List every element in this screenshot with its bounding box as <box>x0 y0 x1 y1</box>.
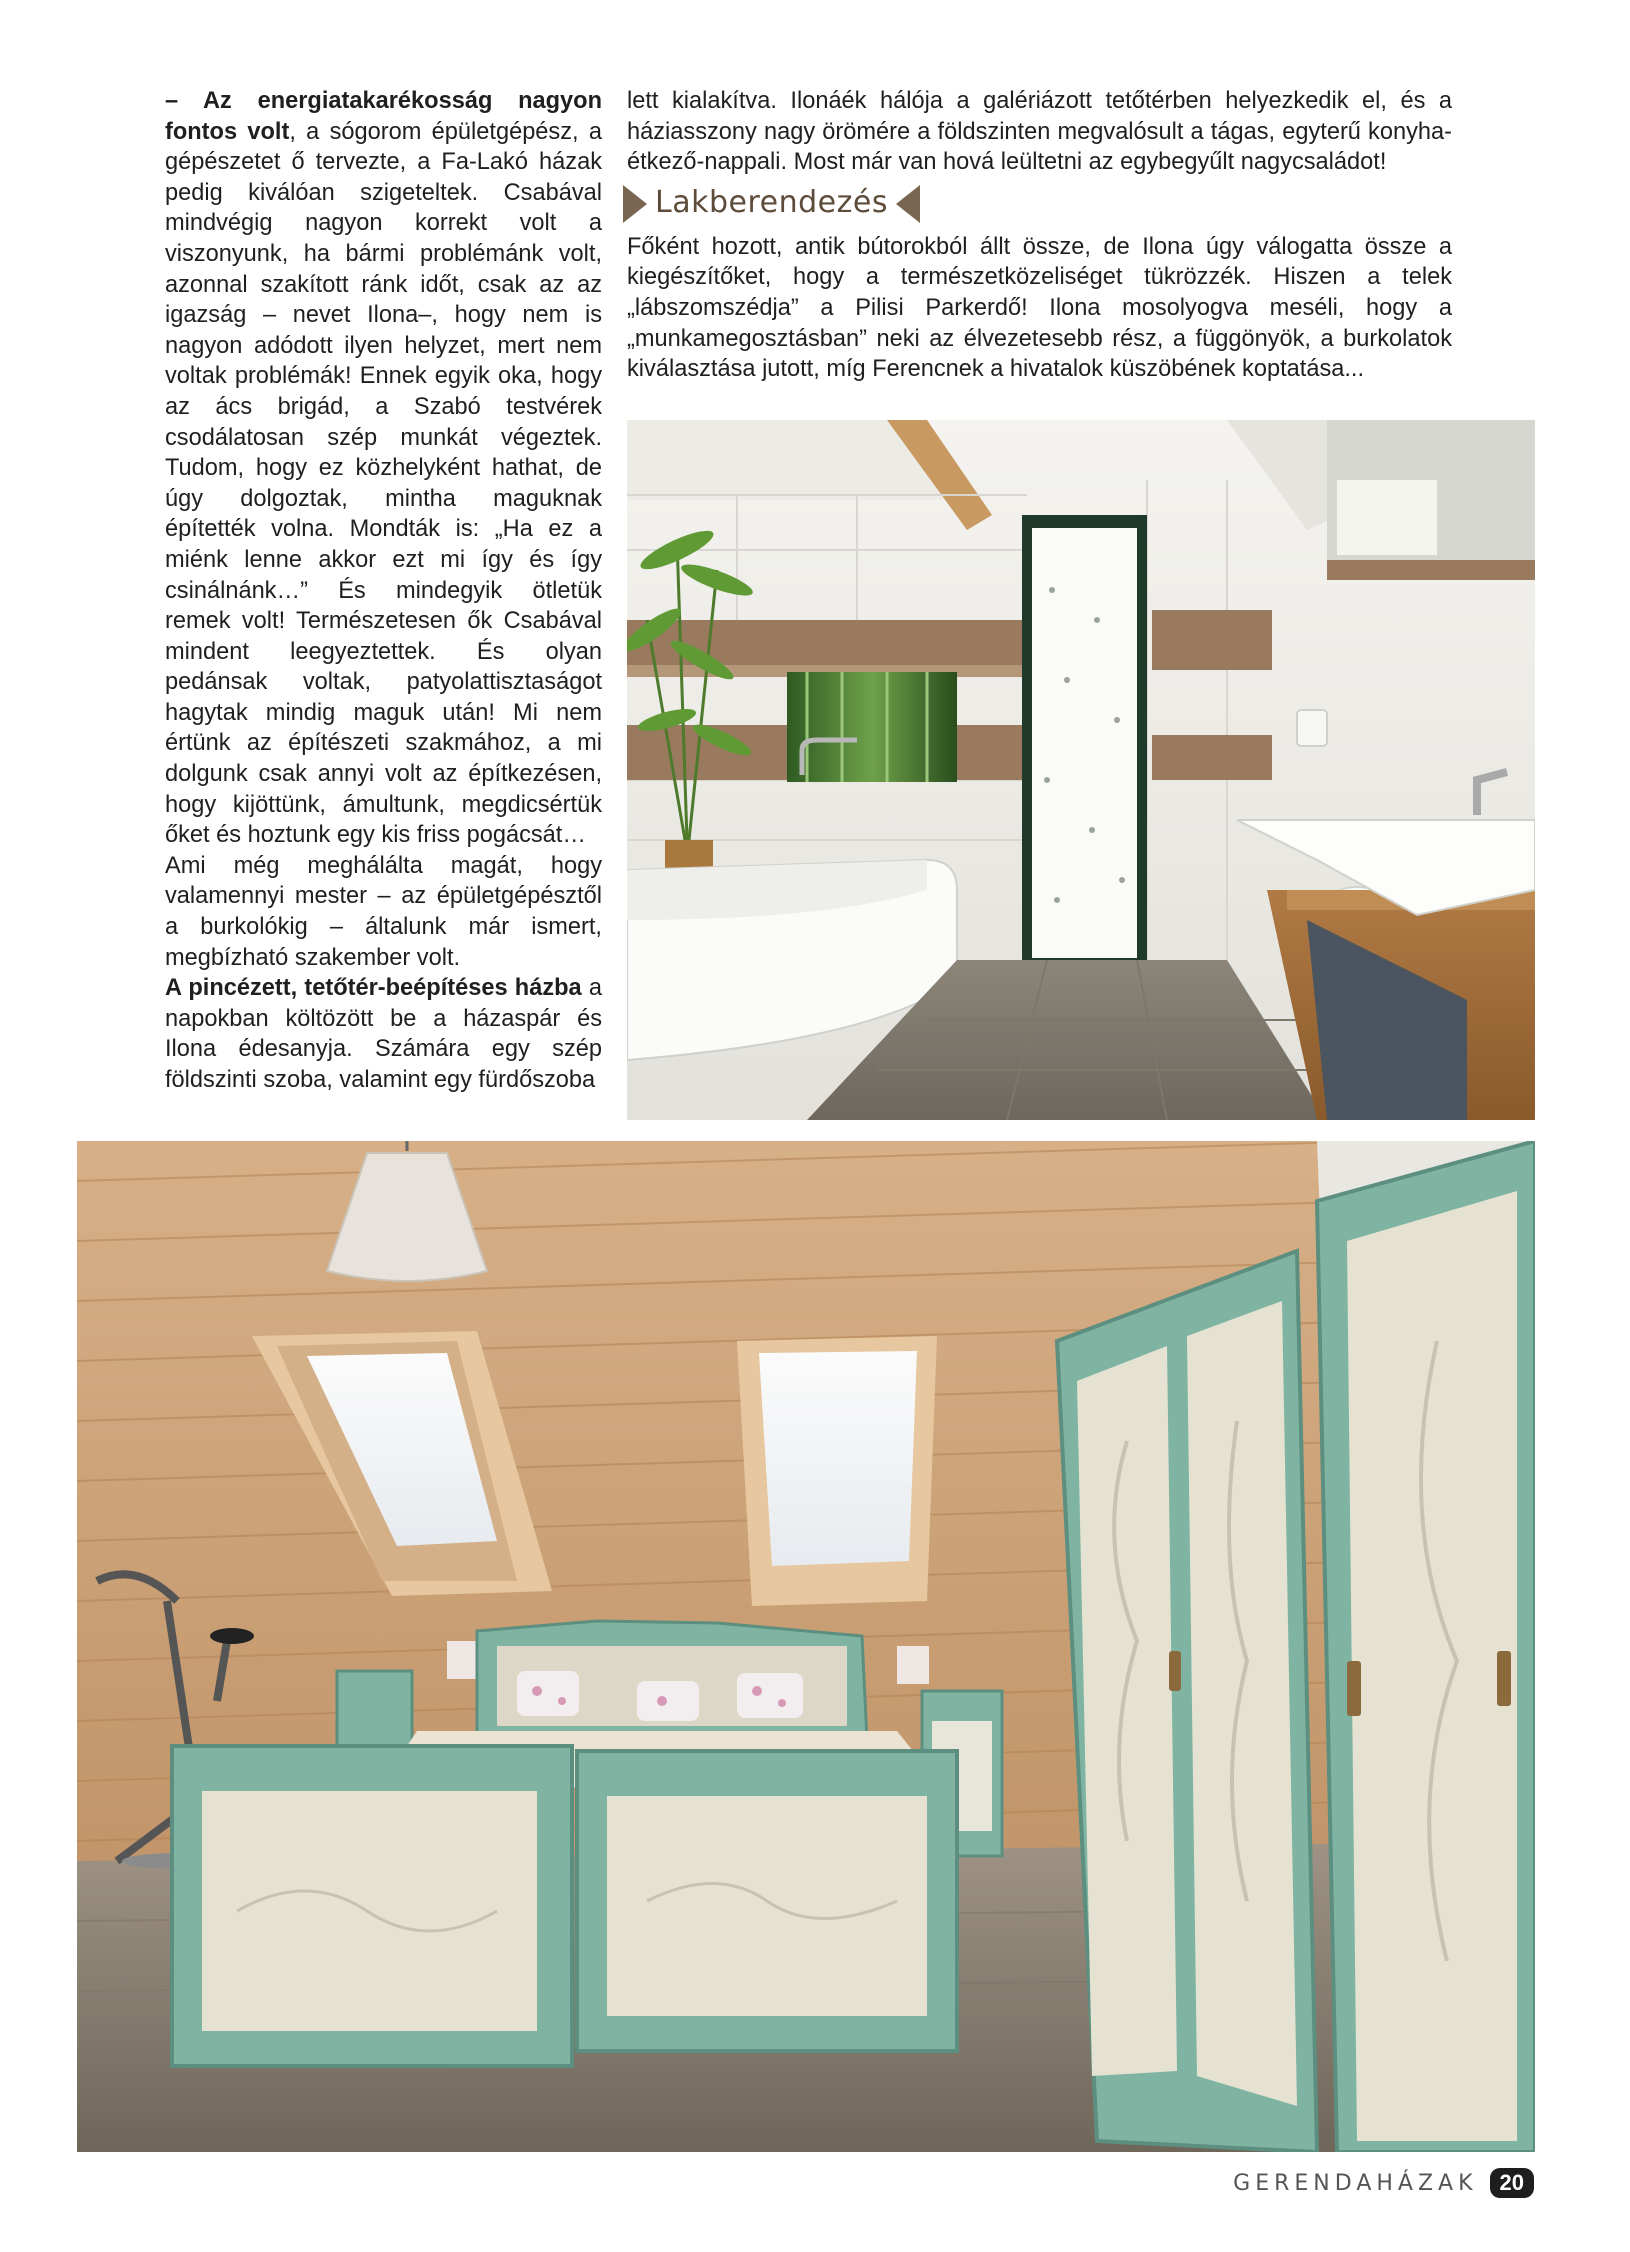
right-paragraph-2: Főként hozott, antik bútorokból állt össze, de Ilona úgy válogatta össze a kiegészítőket, hogy a természetközeliséget tükrözzék. Hiszen a telek „lábszomszédja” a Pilisi Parkerdő! Ilona mosolyogva meséli, hogy a „munkamegosztásban” neki az élvezetesebb rész, a függönyök, a burkolatok kiválasztása jutott, míg Ferencnek a hivatalok küszöbének koptatása... <box>627 233 1452 383</box>
right-paragraph-1: lett kialakítva. Ilonáék hálója a galériázott tetőtérben helyezkedik el, és a háziasszony nagy örömére a földszinten megvalósult a tágas, egyterű konyha-étkező-nappali. Most már van hová leültetni az egybegyűlt nagycsaládot! <box>627 88 1452 176</box>
page-number: 20 <box>1490 2168 1534 2198</box>
left-paragraph-2: Ami még meghálálta magát, hogy valamennyi mester – az épületgépésztől a burkolókig – általunk már ismert, megbízható szakember volt. <box>165 852 602 971</box>
bedroom-illustration <box>77 1141 1535 2152</box>
section-heading <box>623 182 1452 226</box>
left-p3-body: a napokban költözött be a házaspár és Ilona édesanyja. Számára egy szép földszinti szoba, valamint egy fürdőszoba <box>165 975 602 1093</box>
left-paragraph-3 <box>165 973 602 1095</box>
bathroom-illustration <box>627 420 1535 1120</box>
page-footer <box>1233 2168 1534 2198</box>
triangle-right-icon <box>623 185 647 223</box>
left-text-column <box>165 86 602 1096</box>
right-text-column <box>627 86 1452 385</box>
bedroom-photo <box>77 1141 1535 2152</box>
left-p1-lead: – Az energiatakarékosság nagyon fontos volt <box>165 88 602 145</box>
left-paragraph-1 <box>165 86 602 851</box>
bathroom-photo <box>627 420 1535 1120</box>
triangle-left-icon <box>896 185 920 223</box>
left-p3-lead: A pincézett, tetőtér-beépítéses házba <box>165 975 582 1002</box>
section-heading-text: Lakberendezés <box>655 185 888 221</box>
magazine-name: GERENDAHÁZAK <box>1233 2170 1478 2196</box>
left-p1-body: , a sógorom épületgépész, a gépészetet ő tervezte, a Fa-Lakó házak pedig kiválóan szigeteltek. Csabával mindvégig nagyon korrekt volt a viszonyunk, ha bármi problémánk volt, azonnal szakított ránk időt, csak az az igazság – nevet Ilona–, hogy nem is nagyon adódott ilyen helyzet, mert nem voltak problémák! Ennek egyik oka, hogy az ács brigád, a Szabó testvérek csodálatosan szép munkát végeztek. Tudom, hogy ez közhelyként hathat, de úgy dolgoztak, mintha maguknak építették volna. Mondták is: „Ha ez a miénk lenne akkor ezt mi így és így csinálnánk…” És mindegyik ötletük remek volt! Természetesen ők Csabával mindent leegyeztettek. És olyan pedánsak voltak, patyolattisztaságot hagytak mindig maguk után! Mi nem értünk az építészeti szakmához, a mi dolgunk csak annyi volt az építkezésen, hogy kijöttünk, ámultunk, megdicsértük őket és hoztunk egy kis friss pogácsát… <box>165 118 602 849</box>
